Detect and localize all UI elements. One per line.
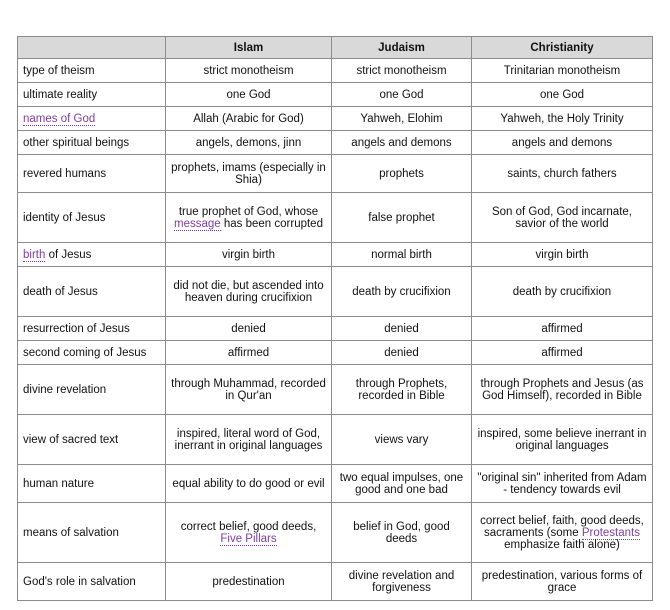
names-of-god-link[interactable]: names of God	[23, 112, 96, 125]
cell-text: correct belief, good deeds,	[180, 520, 317, 533]
islam-cell: virgin birth	[166, 243, 332, 267]
row-label: human nature	[18, 465, 166, 503]
christianity-cell: predestination, various forms of grace	[472, 563, 653, 601]
christianity-cell: Yahweh, the Holy Trinity	[472, 107, 653, 131]
table-row	[18, 243, 653, 267]
christianity-cell: affirmed	[472, 341, 653, 365]
table-row	[18, 131, 653, 155]
label-text: of Jesus	[48, 248, 92, 261]
christianity-cell: one God	[472, 83, 653, 107]
comparison-table	[17, 36, 653, 601]
islam-cell: strict monotheism	[166, 59, 332, 83]
row-label	[18, 243, 166, 267]
header-judaism: Judaism	[332, 37, 472, 59]
christianity-cell: affirmed	[472, 317, 653, 341]
table-row	[18, 267, 653, 317]
table-row	[18, 365, 653, 415]
row-label: means of salvation	[18, 503, 166, 563]
table-row	[18, 415, 653, 465]
header-christianity: Christianity	[472, 37, 653, 59]
five-pillars-link[interactable]: Five Pillars	[220, 532, 277, 545]
row-label: ultimate reality	[18, 83, 166, 107]
cell-text: has been corrupted	[223, 217, 323, 230]
judaism-cell: through Prophets, recorded in Bible	[332, 365, 472, 415]
islam-cell: denied	[166, 317, 332, 341]
christianity-cell: death by crucifixion	[472, 267, 653, 317]
cell-text: true prophet of God, whose	[178, 205, 319, 218]
judaism-cell: denied	[332, 341, 472, 365]
christianity-cell: virgin birth	[472, 243, 653, 267]
islam-cell: affirmed	[166, 341, 332, 365]
row-label: resurrection of Jesus	[18, 317, 166, 341]
christianity-cell: saints, church fathers	[472, 155, 653, 193]
christianity-cell: Son of God, God incarnate, savior of the world	[472, 193, 653, 243]
header-empty	[18, 37, 166, 59]
islam-cell: predestination	[166, 563, 332, 601]
christianity-cell	[472, 503, 653, 563]
cell-text: correct belief, faith, good deeds, sacraments (some	[480, 514, 644, 539]
table-row	[18, 107, 653, 131]
islam-cell: inspired, literal word of God, inerrant in original languages	[166, 415, 332, 465]
row-label: identity of Jesus	[18, 193, 166, 243]
judaism-cell: prophets	[332, 155, 472, 193]
table-row	[18, 83, 653, 107]
table-row	[18, 317, 653, 341]
islam-cell: Allah (Arabic for God)	[166, 107, 332, 131]
table-row	[18, 341, 653, 365]
row-label	[18, 107, 166, 131]
judaism-cell: denied	[332, 317, 472, 341]
christianity-cell: through Prophets and Jesus (as God Himself), recorded in Bible	[472, 365, 653, 415]
islam-cell: one God	[166, 83, 332, 107]
judaism-cell: one God	[332, 83, 472, 107]
table-row	[18, 563, 653, 601]
christianity-cell: Trinitarian monotheism	[472, 59, 653, 83]
islam-cell: prophets, imams (especially in Shia)	[166, 155, 332, 193]
table-header-row	[18, 37, 653, 59]
row-label: type of theism	[18, 59, 166, 83]
islam-cell: did not die, but ascended into heaven during crucifixion	[166, 267, 332, 317]
table-row	[18, 155, 653, 193]
christianity-cell: angels and demons	[472, 131, 653, 155]
christianity-cell: inspired, some believe inerrant in original languages	[472, 415, 653, 465]
table-row	[18, 59, 653, 83]
christianity-cell: "original sin" inherited from Adam - tendency towards evil	[472, 465, 653, 503]
islam-cell: equal ability to do good or evil	[166, 465, 332, 503]
islam-cell	[166, 503, 332, 563]
row-label: second coming of Jesus	[18, 341, 166, 365]
header-islam: Islam	[166, 37, 332, 59]
row-label: revered humans	[18, 155, 166, 193]
judaism-cell: divine revelation and forgiveness	[332, 563, 472, 601]
judaism-cell: angels and demons	[332, 131, 472, 155]
judaism-cell: views vary	[332, 415, 472, 465]
row-label: death of Jesus	[18, 267, 166, 317]
islam-cell: through Muhammad, recorded in Qur'an	[166, 365, 332, 415]
table-row	[18, 465, 653, 503]
islam-cell: angels, demons, jinn	[166, 131, 332, 155]
row-label: other spiritual beings	[18, 131, 166, 155]
message-link[interactable]: message	[174, 217, 221, 230]
birth-link[interactable]: birth	[23, 248, 46, 261]
judaism-cell: belief in God, good deeds	[332, 503, 472, 563]
judaism-cell: death by crucifixion	[332, 267, 472, 317]
judaism-cell: Yahweh, Elohim	[332, 107, 472, 131]
cell-text: emphasize faith alone)	[504, 538, 620, 551]
judaism-cell: normal birth	[332, 243, 472, 267]
protestants-link[interactable]: Protestants	[581, 526, 640, 539]
islam-cell	[166, 193, 332, 243]
judaism-cell: two equal impulses, one good and one bad	[332, 465, 472, 503]
judaism-cell: strict monotheism	[332, 59, 472, 83]
judaism-cell: false prophet	[332, 193, 472, 243]
row-label: God's role in salvation	[18, 563, 166, 601]
row-label: divine revelation	[18, 365, 166, 415]
table-row	[18, 193, 653, 243]
table-row	[18, 503, 653, 563]
row-label: view of sacred text	[18, 415, 166, 465]
